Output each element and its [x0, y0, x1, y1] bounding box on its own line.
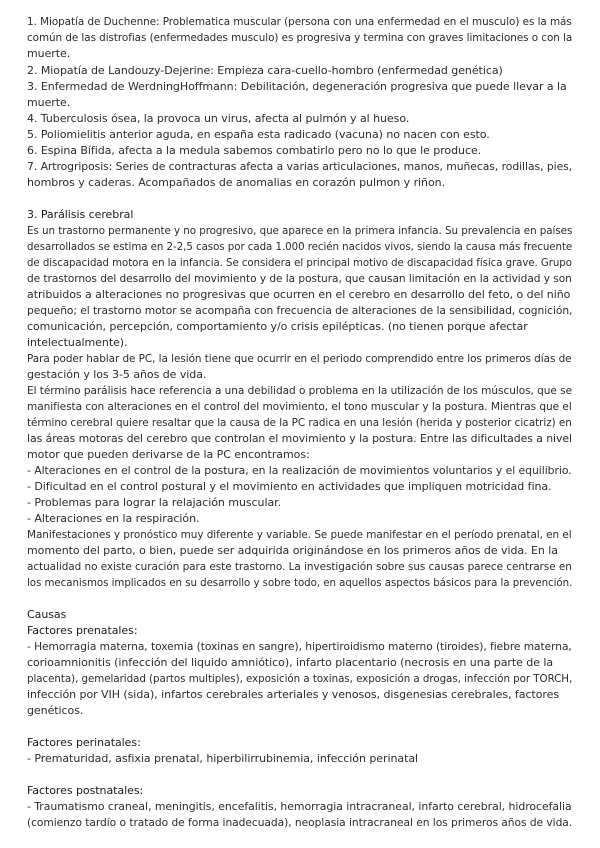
- text-line: genéticos.: [27, 704, 84, 717]
- text-line: 2. Miopatía de Landouzy-Dejerine: Empieza cara-cuello-hombro (enfermedad genética): [27, 64, 503, 77]
- text-line: (comienzo tardío o tratado de forma inadecuada), neoplasia intracraneal en los primeros años de vida.: [27, 816, 573, 829]
- subsection-heading: Factores postnatales:: [27, 784, 144, 797]
- text-line: infección por VIH (sida), infartos cerebrales arteriales y venosos, disgenesias cerebrales, factores: [27, 688, 560, 701]
- text-line: motor que pueden derivarse de la PC encontramos:: [27, 448, 310, 461]
- text-line: Es un trastorno permanente y no progresivo, que aparece en la primera infancia. Su prevalencia en países: [27, 224, 573, 237]
- text-line: - Prematuridad, asfixia prenatal, hiperbilirrubinemia, infección perinatal: [27, 752, 419, 765]
- text-line: común de las distrofias (enfermedades musculo) es progresiva y termina con graves limitaciones o con la: [27, 31, 573, 44]
- text-line: 3. Enfermedad de WerdningHoffmann: Debilitación, degeneración progresiva que puede llevar a la: [27, 80, 567, 93]
- text-line: manifiesta con alteraciones en el control del movimiento, el tono muscular y la postura. Mientras que el: [27, 400, 572, 413]
- text-line: Para poder hablar de PC, la lesión tiene que ocurrir en el periodo comprendido entre los primeros días de: [27, 352, 572, 365]
- text-line: las áreas motoras del cerebro que controlan el movimiento y la postura. Entre las dificultades a nivel: [27, 432, 573, 445]
- text-line: 1. Miopatía de Duchenne: Problematica muscular (persona con una enfermedad en el musculo) es la más: [27, 15, 572, 28]
- text-line: El término parálisis hace referencia a una debilidad o problema en la utilización de los músculos, que se: [27, 384, 573, 397]
- text-line: los mecanismos implicados en su desarrollo y sobre todo, en aquellos aspectos básicos para la prevención.: [27, 576, 573, 589]
- subsection-heading: Factores perinatales:: [27, 736, 141, 749]
- text-line: comunicación, percepción, comportamiento y/o crisis epilépticas. (no tienen porque afectar: [27, 320, 528, 333]
- text-line: - Hemorragia materna, toxemia (toxinas en sangre), hipertiroidismo materno (tiroides), fiebre materna,: [27, 640, 572, 653]
- text-line: momento del parto, o bien, puede ser adquirida originándose en los primeros años de vida. En la: [27, 544, 558, 557]
- text-line: placenta), gemelaridad (partos multiples), exposición a toxinas, exposición a drogas, infección por TORCH,: [27, 672, 573, 685]
- text-line: 4. Tuberculosis ósea, la provoca un virus, afecta al pulmón y al hueso.: [27, 112, 410, 125]
- text-line: - Traumatismo craneal, meningitis, encefalitis, hemorragia intracraneal, infarto cerebral, hidrocefalia: [27, 800, 572, 813]
- text-line: Manifestaciones y pronóstico muy diferente y variable. Se puede manifestar en el período prenatal, en el: [27, 528, 572, 541]
- text-line: 7. Artrogriposis: Series de contracturas afecta a varias articulaciones, manos, muñecas, rodillas, pies,: [27, 160, 573, 173]
- text-line: - Alteraciones en la respiración.: [27, 512, 200, 525]
- section-heading: 3. Parálisis cerebral: [27, 208, 134, 221]
- text-line: muerte.: [27, 96, 71, 109]
- text-line: de trastornos del desarrollo del movimiento y de la postura, que causan limitación en la actividad y son: [27, 272, 572, 285]
- text-line: 6. Espina Bífida, afecta a la medula sabemos combatirlo pero no lo que le produce.: [27, 144, 482, 157]
- subsection-heading: Factores prenatales:: [27, 624, 138, 637]
- text-line: - Alteraciones en el control de la postura, en la realización de movimientos voluntarios y el equilibrio.: [27, 464, 572, 477]
- text-line: término cerebral quiere resaltar que la causa de la PC radica en una lesión (herida y posterior cicatriz) en: [27, 416, 572, 429]
- text-line: hombros y caderas. Acompañados de anomalias en corazón pulmon y riñon.: [27, 176, 446, 189]
- text-line: muerte.: [27, 47, 71, 60]
- text-line: desarrollados se estima en 2-2,5 casos por cada 1.000 recién nacidos vivos, siendo la causa más frecuente: [27, 240, 573, 253]
- text-line: corioamnionitis (infección del liquido amniótico), infarto placentario (necrosis en una parte de la: [27, 656, 554, 669]
- text-line: pequeño; el trastorno motor se acompaña con frecuencia de alteraciones de la sensibilidad, cognición,: [27, 304, 573, 317]
- text-line: de discapacidad motora en la infancia. Se considera el principal motivo de discapacidad física grave. Grupo: [27, 256, 572, 269]
- text-line: gestación y los 3-5 años de vida.: [27, 368, 207, 381]
- text-line: - Dificultad en el control postural y el movimiento en actividades que impliquen motricidad fina.: [27, 480, 552, 493]
- section-heading: Causas: [27, 608, 67, 621]
- text-line: - Problemas para lograr la relajación muscular.: [27, 496, 282, 509]
- text-line: atribuidos a alteraciones no progresivas que ocurren en el cerebro en desarrollo del feto, o del niño: [27, 288, 571, 301]
- text-line: actualidad no existe curación para este trastorno. La investigación sobre sus causas parece centrarse en: [27, 560, 572, 573]
- text-line: intelectualmente).: [27, 336, 128, 349]
- text-line: 5. Poliomielitis anterior aguda, en españa esta radicado (vacuna) no nacen con esto.: [27, 128, 490, 141]
